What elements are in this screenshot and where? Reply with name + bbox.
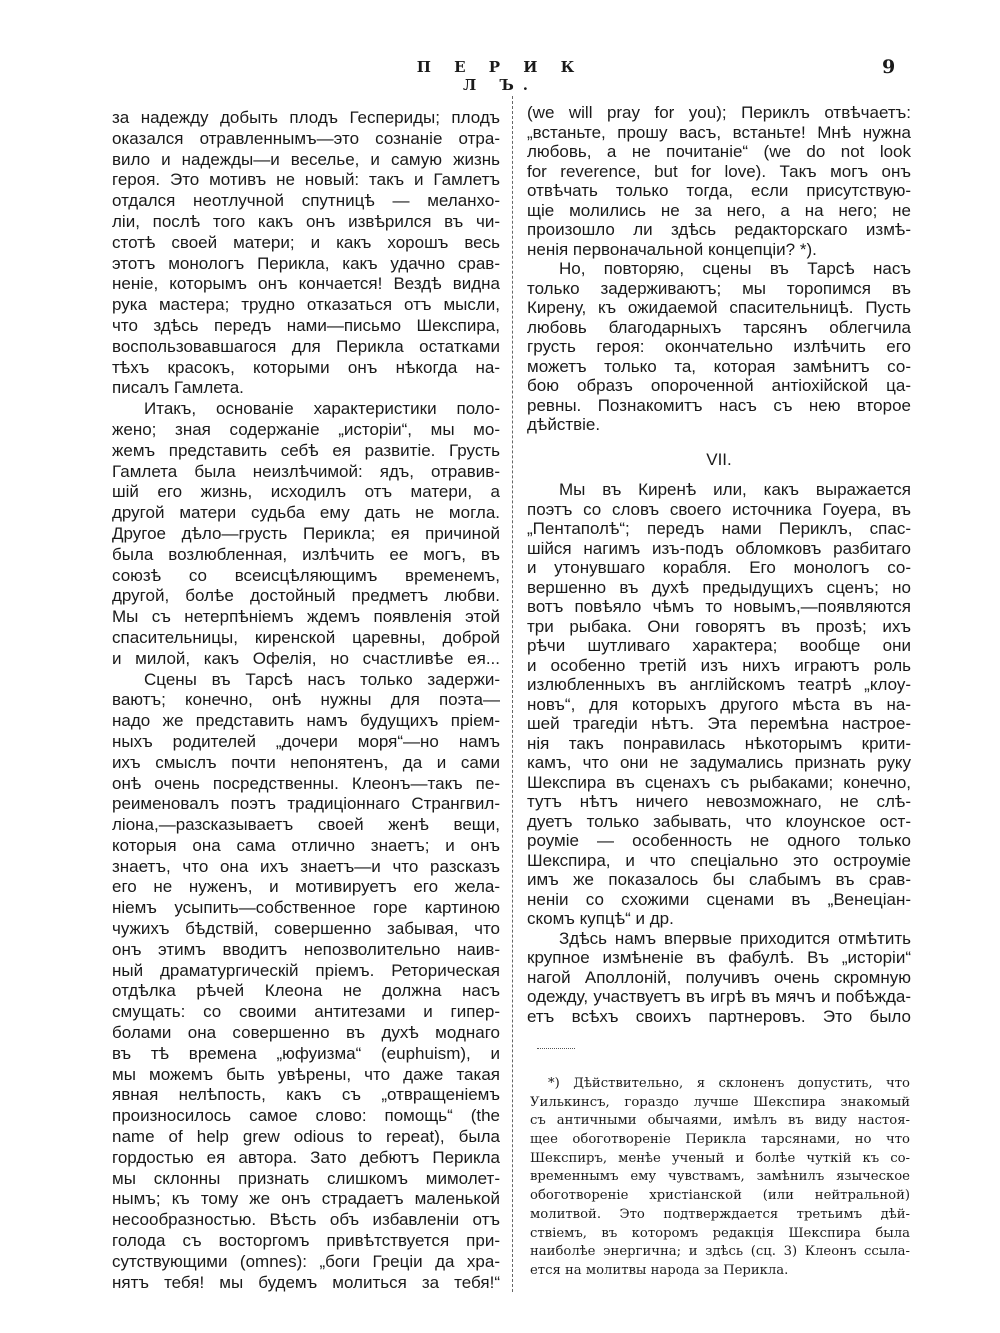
text-line: реименовалъ поэтъ традиціоннаго Странгвил- bbox=[112, 794, 500, 814]
text-line: временнымъ ему чувствамъ, замѣнилъ языческое bbox=[530, 1169, 910, 1185]
text-line: болами она совершенно въ духѣ моднаго bbox=[112, 1023, 500, 1043]
text-line: жемъ представить себѣ ея развитіе. Грусть bbox=[112, 440, 500, 460]
text-line: ліи, послѣ того какъ онъ извѣрился въ чи- bbox=[112, 211, 500, 231]
text-line: ваютъ; конечно, онѣ нужны для поэта— bbox=[112, 690, 500, 710]
text-line: нымъ; къ тому же онъ страдаетъ маленькой bbox=[112, 1189, 500, 1209]
text-line: Другое дѣло—грусть Перикла; ея причиной bbox=[112, 523, 500, 543]
footnote bbox=[530, 1075, 910, 1281]
text-line: чужихъ бѣдствій, совершенно забывая, что bbox=[112, 919, 500, 939]
text-line: „встаньте, прошу васъ, встаньте! Мнѣ нужна bbox=[527, 122, 911, 142]
text-line: три рыбака. Они говорятъ въ прозѣ; ихъ bbox=[527, 616, 911, 636]
text-line: Шекспиръ, менѣе ученый и болѣе чуткій къ со- bbox=[530, 1150, 910, 1166]
text-line: бою образъ опороченной антіохійской ца- bbox=[527, 376, 911, 395]
page-number: 9 bbox=[882, 56, 896, 78]
text-line: крупное измѣненіе въ фабулѣ. Въ „исторіи“ bbox=[527, 948, 911, 967]
footnote-rule bbox=[537, 1048, 575, 1049]
text-line: Мы съ нетерпѣніемъ ждемъ появленія этой bbox=[112, 607, 500, 627]
text-line: сутствующими (omnes): „боги Греціи да хра- bbox=[112, 1251, 500, 1271]
text-line: спасительницы, киренской царевны, доброй bbox=[112, 627, 500, 647]
section-heading: VII. bbox=[706, 450, 732, 469]
text-line: нагой Аполлоній, получивъ очень скромную bbox=[527, 967, 911, 987]
text-line: ненія первоначальной концепціи? *). bbox=[527, 239, 817, 259]
text-line: излюбленныхъ въ англійскомъ театрѣ „клоу- bbox=[527, 675, 911, 694]
text-line: стотѣ своей матери; и какъ хорошъ весь bbox=[112, 232, 500, 252]
text-line: отдѣлка рѣчей Клеона не должна насъ bbox=[112, 981, 500, 1001]
text-line: шій его жизнь, исходилъ отъ матери, а bbox=[112, 482, 500, 502]
text-line: *) Дѣйствительно, я склоненъ допустить, что bbox=[548, 1076, 910, 1091]
text-line: смущать: со своими антитезами и гипер- bbox=[112, 1002, 500, 1022]
text-line: несообразностью. Вѣсть объ избавленіи отъ bbox=[112, 1210, 500, 1230]
text-line: можетъ только та, которая замѣнитъ со- bbox=[527, 356, 911, 376]
text-line: за надежду добыть плодъ Геспериды; плодъ bbox=[112, 108, 500, 127]
text-line: тутъ нѣтъ ничего невозможнаго, не слѣ- bbox=[527, 792, 911, 811]
text-line: вершенно въ духѣ предыдущихъ сценъ; но bbox=[527, 577, 911, 597]
text-line: только задерживаютъ; мы торопимся въ bbox=[527, 278, 911, 298]
text-line: рѣчи шутливаго характера; вообще они bbox=[527, 636, 911, 655]
text-line: грусть героя: окончательно излѣчить его bbox=[527, 337, 911, 356]
text-line: нятъ тебя! мы будемъ молиться за тебя!“ bbox=[112, 1272, 500, 1292]
text-line: союзѣ со всеисцѣляющимъ временемъ, bbox=[112, 565, 500, 585]
text-line: Шекспира, и что спеціально это остроуміе bbox=[527, 850, 911, 870]
text-line: шійся нагимъ изъ-подъ обломковъ разбитаго bbox=[527, 538, 911, 558]
text-line: поэтъ со словъ своего источника Гоуера, въ bbox=[527, 499, 911, 519]
text-line: мы склонны признать слишкомъ мимолет- bbox=[112, 1168, 500, 1188]
text-line: гордостью ея автора. Зато дебютъ Перикла bbox=[112, 1147, 500, 1167]
text-line: другой матери судьба ему дать не могла. bbox=[112, 503, 500, 523]
right-column bbox=[527, 103, 911, 435]
text-line: вотъ повѣяло чѣмъ то новымъ,—появляются bbox=[527, 597, 911, 616]
text-line: Но, повторяю, сцены въ Тарсѣ насъ bbox=[559, 259, 911, 278]
text-line: явная нелѣпость, какъ съ „отвращеніемъ bbox=[112, 1085, 500, 1105]
text-line: роуміе — особенность не одного только bbox=[527, 831, 911, 850]
text-line: онъ этимъ вводитъ непозволительно наив- bbox=[112, 939, 500, 959]
text-line: Мы въ Киренѣ или, какъ выражается bbox=[559, 480, 911, 499]
text-line: ревны. Познакомитъ насъ съ нею второе bbox=[527, 395, 911, 415]
running-title: П Е Р И К Л Ъ. bbox=[416, 58, 584, 94]
text-line: ется на молитвы народа за Перикла. bbox=[530, 1262, 789, 1278]
text-line: вило и надежды—и веселье, и самую жизнь bbox=[112, 149, 500, 169]
text-line: „Пентаполѣ“; передъ нами Периклъ, спас- bbox=[527, 519, 911, 538]
text-line: ныхъ родителей „дочери моря“—но намъ bbox=[112, 731, 500, 751]
text-line: надо же представить намъ будущихъ пріем- bbox=[112, 711, 500, 731]
text-line: отдался неотлучной спутницѣ — меланхо- bbox=[112, 191, 500, 211]
text-line: любовь, а не почитаніе“ (we do not look bbox=[527, 142, 911, 161]
text-line: жено; зная содержаніе „исторіи“, мы мо- bbox=[112, 419, 500, 439]
column-divider bbox=[512, 96, 513, 1292]
text-line: нія такъ понравилась нѣкоторымъ крити- bbox=[527, 733, 911, 753]
text-line: онѣ очень посредственны. Клеонъ—такъ пе- bbox=[112, 773, 500, 793]
text-line: знаетъ, что она ихъ знаетъ—и что разсказъ bbox=[112, 856, 500, 876]
text-line: неніе, которымъ онъ кончается! Вездѣ видна bbox=[112, 274, 500, 294]
text-line: ствіемъ, въ которомъ редакція Шекспира была bbox=[530, 1225, 910, 1241]
text-line: писалъ Гамлета. bbox=[112, 378, 244, 398]
text-line: рука мастера; трудно отказаться отъ мысли, bbox=[112, 295, 500, 315]
text-line: въ тѣ времена „юфуизма“ (euphuism), и bbox=[112, 1043, 500, 1063]
text-line: name of help grew odious to repeat), была bbox=[112, 1127, 500, 1147]
text-line: произносилось самое слово: помощь“ (the bbox=[112, 1106, 500, 1126]
text-line: неніи со схожими сценами въ „Венеціан- bbox=[527, 889, 911, 909]
text-line: наиболѣе энергична; и здѣсь (сц. 3) Клеонъ ссыла- bbox=[530, 1244, 910, 1260]
text-line: Шекспира въ сценахъ съ рыбаками; конечно, bbox=[527, 772, 911, 792]
text-line: Уилькинсъ, гораздо лучше Шекспира знакомый bbox=[530, 1094, 910, 1110]
text-line: дуетъ только забывать, что клоунское ост- bbox=[527, 811, 911, 831]
text-line: произошло ли здѣсь редакторскаго измѣ- bbox=[527, 220, 911, 239]
text-line: была возлюбленная, излѣчить ее могъ, въ bbox=[112, 544, 500, 564]
text-line: шей трагедіи нѣтъ. Эта перемѣна настрое- bbox=[527, 714, 911, 733]
text-line: отвѣчать только тогда, если присутствую- bbox=[527, 181, 911, 200]
text-line: героя. Это мотивъ не новый: такъ и Гамлетъ bbox=[112, 170, 500, 190]
text-line: скомъ купцѣ“ и др. bbox=[527, 909, 674, 928]
text-line: етъ всѣхъ своихъ партнеровъ. Это было bbox=[527, 1006, 911, 1026]
text-line: ный драматургическій пріемъ. Реторическая bbox=[112, 960, 500, 980]
text-line: Здѣсь намъ впервые приходится отмѣтить bbox=[559, 928, 911, 948]
text-line: ніемъ усыпить—собственное горе картиною bbox=[112, 898, 500, 918]
text-line: съ античными обычаями, имѣлъ въ виду настоя- bbox=[530, 1113, 910, 1129]
text-line: любовь благодарныхъ тарсянъ облегчила bbox=[527, 317, 911, 337]
text-line: тѣхъ красокъ, которыми онъ нѣкогда на- bbox=[112, 357, 500, 377]
text-line: мы можемъ быть увѣрены, что даже такая bbox=[112, 1064, 500, 1084]
text-line: одежду, участвуетъ въ игрѣ въ мячъ и побѣжда- bbox=[527, 987, 911, 1006]
text-line: и милой, какъ Офелія, но счастливѣе ея... bbox=[112, 648, 500, 668]
text-line: что здѣсь передъ нами—письмо Шекспира, bbox=[112, 315, 500, 335]
left-column bbox=[112, 108, 500, 1293]
text-line: и утонувшаго корабля. Его монологъ со- bbox=[527, 558, 911, 577]
text-line: и особенно третій изъ нихъ играютъ роль bbox=[527, 655, 911, 675]
text-line: оказался отравленнымъ—это сознаніе отра- bbox=[112, 128, 500, 148]
text-line: голода съ восторгомъ привѣтствуется при- bbox=[112, 1231, 500, 1251]
text-line: Итакъ, основаніе характеристики поло- bbox=[144, 399, 500, 419]
text-line: этотъ монологъ Перикла, какъ удачно срав- bbox=[112, 253, 500, 273]
text-line: камъ, что они не задумались признать руку bbox=[527, 753, 911, 772]
text-line: щее обоготвореніе Перикла тарсянами, но что bbox=[530, 1132, 910, 1148]
text-line: обоготвореніе христіанской (или нейтральной) bbox=[530, 1188, 910, 1204]
text-line: дѣйствіе. bbox=[527, 415, 601, 434]
text-line: Сцены въ Тарсѣ насъ только задержи- bbox=[144, 669, 500, 689]
text-line: ліона,—разсказываетъ своей женѣ вещи, bbox=[112, 815, 500, 835]
text-line: молитвой. Это подтверждается третьимъ дѣй- bbox=[530, 1206, 910, 1222]
text-line: воспользовавшагося для Перикла остатками bbox=[112, 336, 500, 356]
text-line: имъ же показалось бы слабымъ въ срав- bbox=[527, 870, 911, 889]
text-line: (we will pray for you); Периклъ отвѣчаетъ: bbox=[527, 103, 911, 122]
text-line: которыя она сама отлично знаетъ; и онъ bbox=[112, 835, 500, 855]
right-column-section-text bbox=[527, 480, 911, 1026]
text-line: другой, болѣе достойный предметъ любви. bbox=[112, 586, 500, 606]
text-line: новъ“, для которыхъ другого мѣста въ на- bbox=[527, 694, 911, 714]
text-line: for reverence, but for love). Такъ могъ онъ bbox=[527, 161, 911, 181]
text-line: щіе молились не за него, а на него; не bbox=[527, 200, 911, 220]
text-line: Гамлета была неизлѣчимой: ядъ, отравив- bbox=[112, 461, 500, 481]
text-line: Кирену, къ ожидаемой спасительницѣ. Пусть bbox=[527, 298, 911, 317]
text-line: ихъ смыслъ почти непонятенъ, да и сами bbox=[112, 752, 500, 772]
text-line: его не нуженъ, и мотивируетъ его жела- bbox=[112, 877, 500, 897]
